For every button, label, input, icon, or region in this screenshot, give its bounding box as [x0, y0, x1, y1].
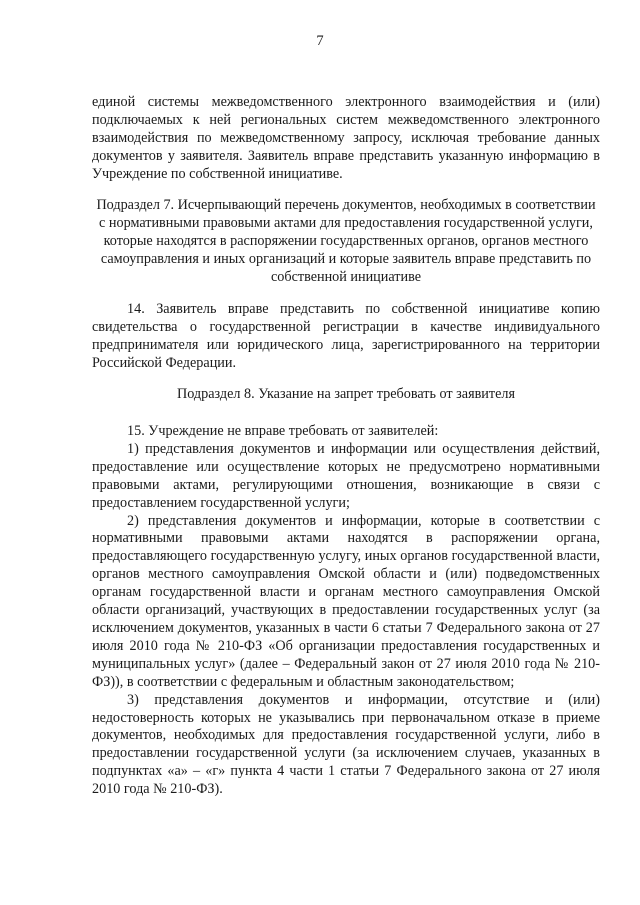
item-14-text: 14. Заявитель вправе представить по собственной инициативе копию свидетельства о государственной регистрации в качестве индивидуального предпринимателя или юридического лица, зарегистрированного на территории Российской Федерации.	[92, 301, 600, 371]
continuation-paragraph	[92, 94, 600, 184]
page-number: 7	[316, 33, 324, 49]
item-15-intro: 15. Учреждение не вправе требовать от заявителей:	[127, 423, 439, 439]
item-15-subitem-1: 1) представления документов и информации или осуществления действий, предоставление или осуществление которых не предусмотрено нормативными правовыми актами, регулирующими отношения, возникающие в связи с предоставлением государственной услуги;	[92, 440, 600, 511]
subsection-7-heading	[92, 197, 600, 287]
subsection-8-heading-text: Подраздел 8. Указание на запрет требовать от заявителя	[176, 386, 515, 402]
subsection-8-heading	[92, 386, 600, 404]
subsection-7-heading-text: Подраздел 7. Исчерпывающий перечень документов, необходимых в соответствии с нормативными правовыми актами для предоставления государственной услуги, которые находятся в распоряжении государственных органов, органов местного самоуправления и иных организаций и которые заявитель вправе представить по собственной инициативе	[96, 197, 596, 285]
item-15-subitem-2: 2) представления документов и информации, которые в соответствии с нормативными правовыми актами находятся в распоряжении органа, предоставляющего государственную услугу, иных органов государственной власти, органов местного самоуправления Омской области и (или) подведомственных органам государственной власти и органам местного самоуправления Омской области организаций, участвующих в предоставлении государственных услуг (за исключением документов, указанных в части 6 статьи 7 Федерального закона от 27 июля 2010 года № 210-ФЗ «Об организации предоставления государственных и муниципальных услуг» (далее – Федеральный закон от 27 июля 2010 года № 210-ФЗ)), в соответствии с федеральным и областным законодательством;	[92, 512, 600, 690]
item-15-list	[92, 423, 600, 799]
item-15-subitem-3: 3) представления документов и информации, отсутствие и (или) недостоверность которых не указывались при первоначальном отказе в приеме документов, необходимых для предоставления государственной услуги, либо в предоставлении государственной услуги (за исключением случаев, указанных в подпунктах «а» – «г» пункта 4 части 1 статьи 7 Федерального закона от 27 июля 2010 года № 210-ФЗ).	[92, 691, 600, 798]
item-14-paragraph	[92, 301, 600, 373]
continuation-text: единой системы межведомственного электронного взаимодействия и (или) подключаемых к ней региональных систем межведомственного электронного взаимодействия по межведомственному запросу, исключая требование данных документов у заявителя. Заявитель вправе представить указанную информацию в Учреждение по собственной инициативе.	[92, 94, 600, 182]
